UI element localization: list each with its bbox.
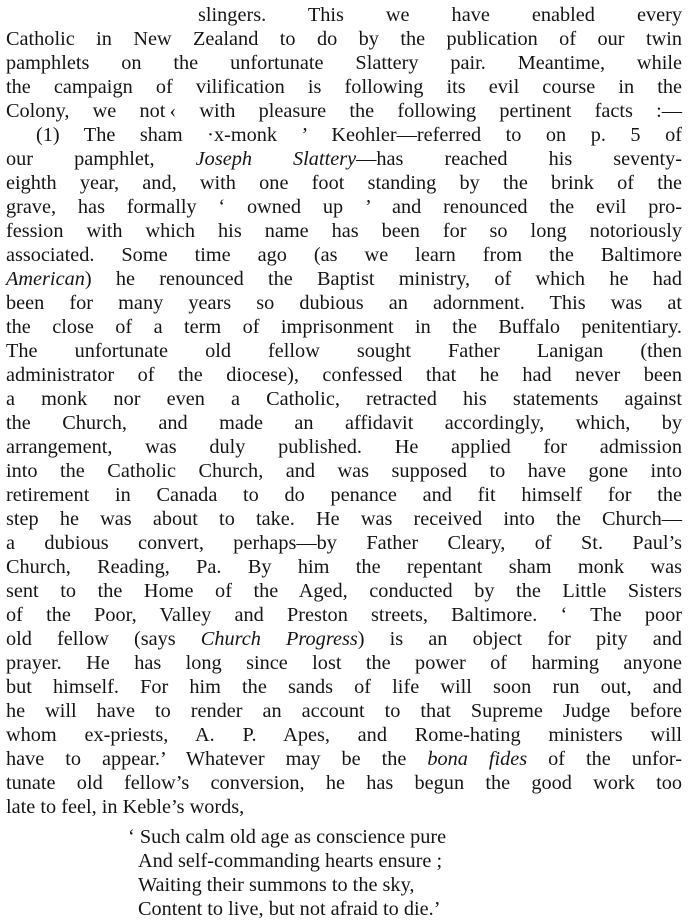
italic-latin-phrase: bona fides	[427, 748, 528, 770]
italic-title: Joseph Slattery	[195, 148, 357, 170]
text-line: prayer. He has long since lost the power of harming anyone	[6, 652, 682, 674]
text-line: our pamphlet, Joseph Slattery—has reached his seventy-	[6, 148, 682, 170]
text-line: Catholic in New Zealand to do by the publication of our twin	[6, 28, 682, 50]
text-line: the close of a term of imprisonment in the Buffalo penitentiary.	[6, 316, 682, 338]
text-line: arrangement, was duly published. He applied for admission	[6, 436, 682, 458]
text-line: a dubious convert, perhaps—by Father Cleary, of St. Paul’s	[6, 532, 682, 554]
paragraph-start-line: (1) The sham ·x-monk ’ Keohler—referred to on p. 5 of	[36, 124, 682, 146]
text-line: the campaign of vilification is following its evil course in the	[6, 76, 682, 98]
verse-line: And self-commanding hearts ensure ;	[138, 850, 443, 872]
text-line: fession with which his name has been for so long notoriously	[6, 220, 682, 242]
text-line: retirement in Canada to do penance and fit himself for the	[6, 484, 682, 506]
text-line: Colony, we not ‹ with pleasure the following pertinent facts :—	[6, 100, 682, 122]
text-line: Church, Reading, Pa. By him the repentant sham monk was	[6, 556, 682, 578]
text-line: but himself. For him the sands of life will soon run out, and	[6, 676, 682, 698]
text-line: the Church, and made an affidavit accordingly, which, by	[6, 412, 682, 434]
text-line: he will have to render an account to that Supreme Judge before	[6, 700, 682, 722]
text-line: step he was about to take. He was received into the Church—	[6, 508, 682, 530]
verse-line: Waiting their summons to the sky,	[138, 874, 415, 896]
text-line: into the Catholic Church, and was supposed to have gone into	[6, 460, 682, 482]
text-line: whom ex-priests, A. P. Apes, and Rome-hating ministers will	[6, 724, 682, 746]
italic-newspaper: American	[6, 268, 85, 290]
verse-line: ‘ Such calm old age as conscience pure	[128, 826, 447, 848]
text-line: American) he renounced the Baptist ministry, of which he had	[6, 268, 682, 290]
text-line: slingers. This we have enabled every	[198, 4, 682, 26]
text-line: administrator of the diocese), confessed that he had never been	[6, 364, 682, 386]
text-line: associated. Some time ago (as we learn from the Baltimore	[6, 244, 682, 266]
text-line: tunate old fellow’s conversion, he has begun the good work too	[6, 772, 682, 794]
text-line: been for many years so dubious an adornment. This was at	[6, 292, 682, 314]
verse-line: Content to live, but not afraid to die.’	[138, 898, 441, 920]
text-line: a monk nor even a Catholic, retracted his statements against	[6, 388, 682, 410]
text-line: sent to the Home of the Aged, conducted by the Little Sisters	[6, 580, 682, 602]
text-line: pamphlets on the unfortunate Slattery pair. Meantime, while	[6, 52, 682, 74]
text-line: old fellow (says Church Progress) is an object for pity and	[6, 628, 682, 650]
text-line: have to appear.’ Whatever may be the bona fides of the unfor-	[6, 748, 682, 770]
text-line: grave, has formally ‘ owned up ’ and renounced the evil pro-	[6, 196, 682, 218]
text-line: The unfortunate old fellow sought Father Lanigan (then	[6, 340, 682, 362]
italic-periodical: Church Progress	[200, 628, 358, 650]
text-line: eighth year, and, with one foot standing by the brink of the	[6, 172, 682, 194]
text-line: late to feel, in Keble’s words,	[6, 796, 245, 818]
text-line: of the Poor, Valley and Preston streets, Baltimore. ‘ The poor	[6, 604, 682, 626]
